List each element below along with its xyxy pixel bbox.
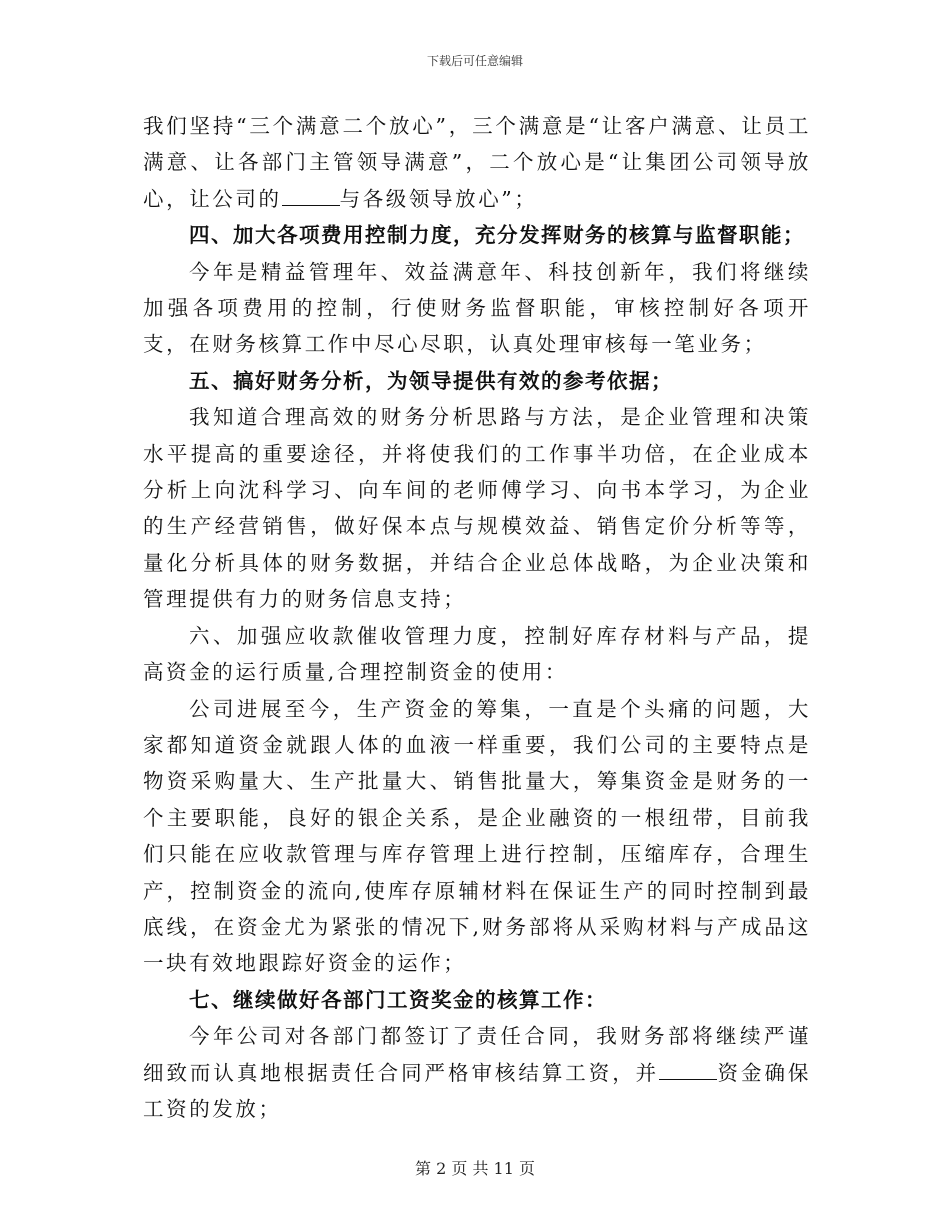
paragraph-text: 资金确保工资的发放； — [143, 1060, 812, 1121]
paragraph-capital-management: 公司进展至今，生产资金的筹集，一直是个头痛的问题，大家都知道资金就跟人体的血液一样重要，我们公司的主要特点是物资采购量大、生产批量大、销售批量大，筹集资金是财务的一个主要职能，良好的银企关系，是企业融资的一根纽带，目前我们只能在应收款管理与库存管理上进行控制，压缩库存，合理生产，控制资金的流向,使库存原辅材料在保证生产的同时控制到最底线，在资金尤为紧张的情况下,财务部将从采购材料与产成品这一块有效地跟踪好资金的运作； — [143, 696, 811, 976]
paragraph-text: 与各级领导放心”； — [339, 186, 538, 211]
paragraph-satisfaction — [143, 108, 811, 217]
section-heading-6: 六、加强应收款催收管理力度，控制好库存材料与产品，提高资金的运行质量,合理控制资金的使用： — [143, 623, 811, 685]
page-header: 下载后可任意编辑 — [426, 54, 523, 68]
section-heading-5: 五、搞好财务分析，为领导提供有效的参考依据； — [189, 368, 673, 393]
fill-blank — [282, 187, 340, 206]
paragraph-text: 我们坚持“三个满意二个放心”，三个满意是“让客户满意、让员工满意、让各部门主管领导满意”，二个放心是“让集团公司领导放心，让公司的 — [143, 114, 811, 211]
document-body — [143, 108, 811, 1127]
fill-blank — [659, 1061, 717, 1080]
paragraph-financial-analysis: 我知道合理高效的财务分析思路与方法，是企业管理和决策水平提高的重要途径，并将使我们的工作事半功倍，在企业成本分析上向沈科学习、向车间的老师傅学习、向书本学习，为企业的生产经营销售，做好保本点与规模效益、销售定价分析等等，量化分析具体的财务数据，并结合企业总体战略，为企业决策和管理提供有力的财务信息支持； — [143, 405, 811, 612]
paragraph-payroll — [143, 1018, 811, 1127]
section-heading-4: 四、加大各项费用控制力度，充分发挥财务的核算与监督职能； — [189, 223, 805, 248]
section-heading-7: 七、继续做好各部门工资奖金的核算工作： — [189, 987, 607, 1012]
paragraph-cost-control: 今年是精益管理年、效益满意年、科技创新年，我们将继续加强各项费用的控制，行使财务监督职能，审核控制好各项开支，在财务核算工作中尽心尽职，认真处理审核每一笔业务； — [143, 259, 811, 357]
paragraph-text: 今年公司对各部门都签订了责任合同，我财务部将继续严谨细致而认真地根据责任合同严格审核结算工资，并 — [143, 1024, 811, 1085]
page-footer: 第 2 页 共 11 页 — [415, 1159, 535, 1178]
